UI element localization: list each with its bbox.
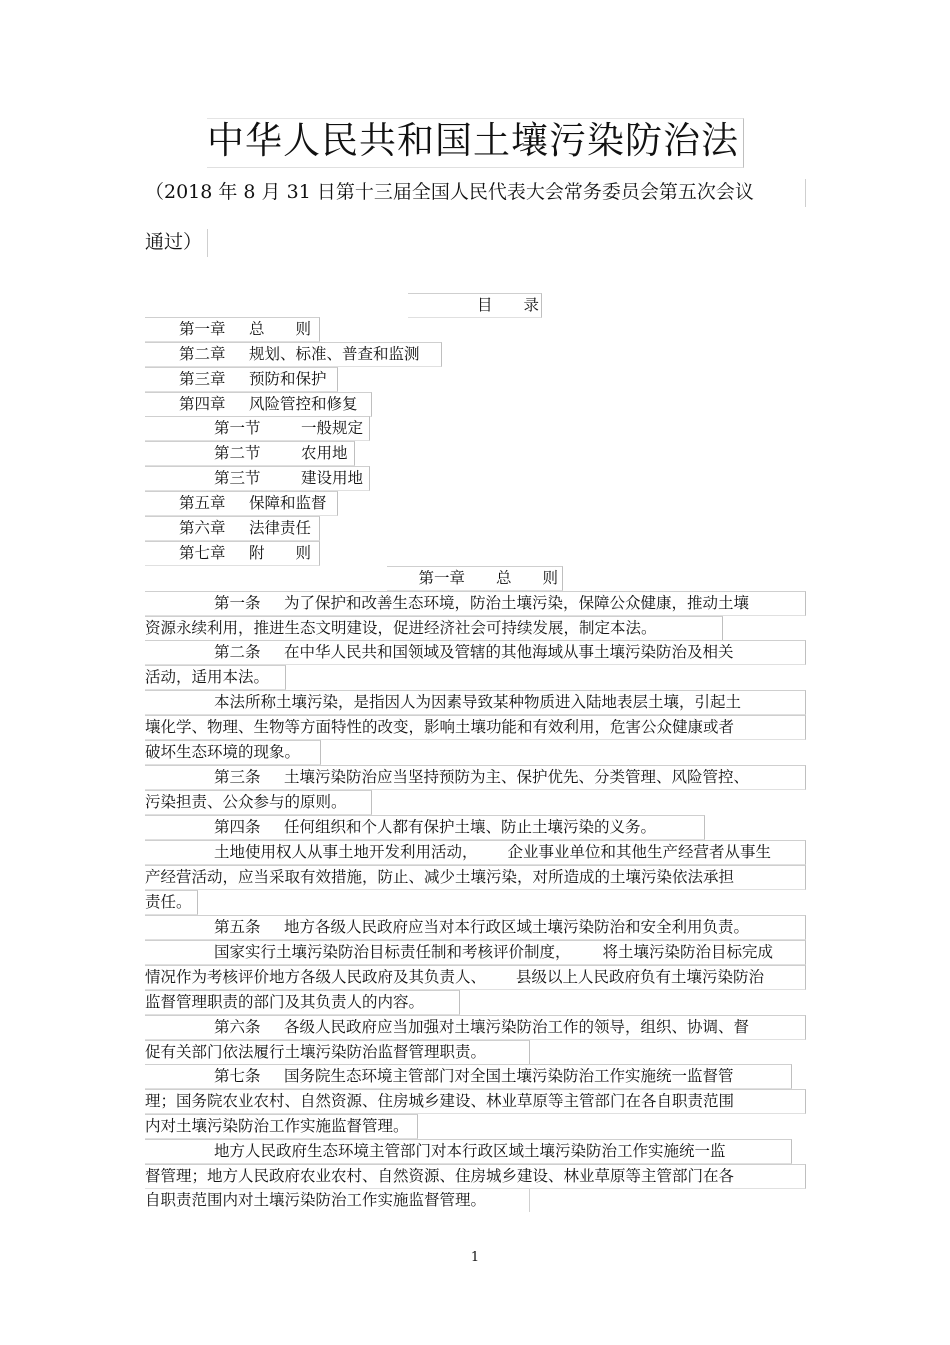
article-6-line-2: [145, 1040, 530, 1065]
subtitle-line-2: [145, 229, 208, 257]
body-text: 责任。: [145, 893, 192, 911]
article-4-line-2: [145, 840, 806, 865]
body-text: 企业事业单位和其他生产经营者从事生: [507, 843, 772, 861]
chapter-heading-text: 第一章 总 则: [418, 569, 558, 587]
body-text: 资源永续利用，推进生态文明建设，促进经济社会可持续发展，制定本法。: [145, 619, 657, 637]
subtitle-line-2-text: 通过）: [145, 231, 203, 253]
article-4-line-4: [145, 890, 198, 915]
body-text: 内对土壤污染防治工作实施监督管理。: [145, 1117, 409, 1135]
article-7-line-5: [145, 1164, 806, 1189]
article-label: 第二条: [214, 643, 261, 661]
toc-item-num: 第二节: [214, 444, 261, 462]
toc-item-num: 第一节: [214, 419, 261, 437]
toc-item-chapter-6[interactable]: [145, 516, 320, 541]
toc-item-chapter-5[interactable]: [145, 491, 338, 516]
body-text: 情况作为考核评价地方各级人民政府及其负责人、: [145, 968, 487, 986]
article-label: 第四条: [214, 818, 261, 836]
toc-item-name: 法律责任: [249, 519, 312, 537]
document-title: [207, 118, 744, 168]
subtitle-line-1: [145, 179, 806, 207]
article-1-line-1: [145, 591, 806, 616]
body-text: 督管理；地方人民政府农业农村、自然资源、住房城乡建设、林业草原等主管部门在各: [145, 1167, 735, 1185]
body-text: 污染担责、公众参与的原则。: [145, 793, 347, 811]
article-4-line-1: [145, 815, 705, 840]
article-6-line-1: [145, 1015, 806, 1040]
toc-item-name: 保障和监督: [249, 494, 327, 512]
toc-item-chapter-4[interactable]: [145, 392, 372, 417]
page-number-text: 1: [470, 1250, 480, 1265]
body-text: 将土壤污染防治目标完成: [602, 943, 774, 961]
body-text: 活动，适用本法。: [145, 668, 270, 686]
article-7-line-6: [145, 1189, 530, 1212]
article-5-line-1: [145, 915, 806, 940]
subtitle-line-1-text: （2018 年 8 月 31 日第十三届全国人民代表大会常务委员会第五次会议: [145, 181, 754, 203]
body-text: 土壤污染防治应当坚持预防为主、保护优先、分类管理、风险管控、: [284, 768, 750, 786]
toc-item-num: 第六章: [179, 519, 226, 537]
toc-item-num: 第一章: [179, 320, 226, 338]
body-text: 任何组织和个人都有保护土壤、防止土壤污染的义务。: [284, 818, 657, 836]
article-1-line-2: [145, 616, 723, 641]
body-text: 县级以上人民政府负有土壤污染防治: [516, 968, 765, 986]
article-2-line-3: [145, 690, 806, 715]
article-3-line-1: [145, 765, 806, 790]
toc-item-name: 农用地: [301, 444, 348, 462]
body-text: 在中华人民共和国领域及管辖的其他海域从事土壤污染防治及相关: [284, 643, 734, 661]
toc-item-chapter-7[interactable]: [145, 541, 320, 566]
toc-item-name: 风险管控和修复: [249, 395, 358, 413]
article-2-line-2: [145, 665, 286, 690]
toc-item-num: 第二章: [179, 345, 226, 363]
toc-item-num: 第七章: [179, 544, 226, 562]
toc-item-name: 一般规定: [301, 419, 364, 437]
toc-heading: [408, 293, 542, 318]
body-text: 地方人民政府生态环境主管部门对本行政区域土壤污染防治工作实施统一监: [214, 1142, 726, 1160]
article-4-line-3: [145, 865, 806, 890]
body-text: 自职责范围内对土壤污染防治工作实施监督管理。: [145, 1191, 487, 1209]
body-text: 破坏生态环境的现象。: [145, 743, 301, 761]
article-7-line-3: [145, 1114, 418, 1139]
body-text: 地方各级人民政府应当对本行政区域土壤污染防治和安全利用负责。: [284, 918, 750, 936]
toc-item-name: 建设用地: [301, 469, 364, 487]
toc-item-num: 第四章: [179, 395, 226, 413]
chapter-heading: [387, 566, 563, 591]
body-text: 土地使用权人从事土地开发利用活动，: [214, 843, 478, 861]
body-text: 监督管理职责的部门及其负责人的内容。: [145, 993, 425, 1011]
article-label: 第七条: [214, 1067, 261, 1085]
body-text: 国务院生态环境主管部门对全国土壤污染防治工作实施统一监督管: [284, 1067, 734, 1085]
article-7-line-4: [145, 1139, 792, 1164]
toc-item-name: 总 则: [249, 320, 312, 338]
article-7-line-1: [145, 1064, 792, 1089]
article-3-line-2: [145, 790, 372, 815]
body-text: 产经营活动，应当采取有效措施，防止、减少土壤污染，对所造成的土壤污染依法承担: [145, 868, 735, 886]
article-label: 第一条: [214, 594, 261, 612]
toc-item-name: 附 则: [249, 544, 312, 562]
body-text: 国家实行土壤污染防治目标责任制和考核评价制度，: [214, 943, 571, 961]
article-5-line-4: [145, 990, 460, 1015]
article-2-line-5: [145, 740, 321, 765]
toc-item-chapter-2[interactable]: [145, 342, 442, 367]
toc-item-num: 第三节: [214, 469, 261, 487]
article-label: 第三条: [214, 768, 261, 786]
body-text: 壤化学、物理、生物等方面特性的改变，影响土壤功能和有效利用，危害公众健康或者: [145, 718, 735, 736]
toc-item-name: 规划、标准、普查和监测: [249, 345, 420, 363]
toc-item-num: 第五章: [179, 494, 226, 512]
toc-heading-text: 目 录: [476, 296, 539, 314]
article-label: 第五条: [214, 918, 261, 936]
page-number: [468, 1250, 482, 1265]
article-5-line-3: [145, 965, 806, 990]
article-label: 第六条: [214, 1018, 261, 1036]
toc-item-chapter-1[interactable]: [145, 317, 320, 342]
body-text: 本法所称土壤污染，是指因人为因素导致某种物质进入陆地表层土壤，引起土: [214, 693, 742, 711]
article-2-line-1: [145, 640, 806, 665]
toc-item-section-3[interactable]: [145, 466, 370, 491]
body-text: 理；国务院农业农村、自然资源、住房城乡建设、林业草原等主管部门在各自职责范围: [145, 1092, 735, 1110]
body-text: 促有关部门依法履行土壤污染防治监督管理职责。: [145, 1043, 487, 1061]
toc-item-chapter-3[interactable]: [145, 367, 338, 392]
body-text: 为了保护和改善生态环境，防治土壤污染，保障公众健康，推动土壤: [284, 594, 750, 612]
article-7-line-2: [145, 1089, 806, 1114]
article-5-line-2: [145, 940, 806, 965]
toc-item-section-1[interactable]: [145, 416, 370, 441]
toc-item-section-2[interactable]: [145, 441, 355, 466]
article-2-line-4: [145, 715, 806, 740]
toc-item-name: 预防和保护: [249, 370, 327, 388]
document-title-text: 中华人民共和国土壤污染防治法: [207, 119, 739, 162]
body-text: 各级人民政府应当加强对土壤污染防治工作的领导，组织、协调、督: [284, 1018, 750, 1036]
toc-item-num: 第三章: [179, 370, 226, 388]
